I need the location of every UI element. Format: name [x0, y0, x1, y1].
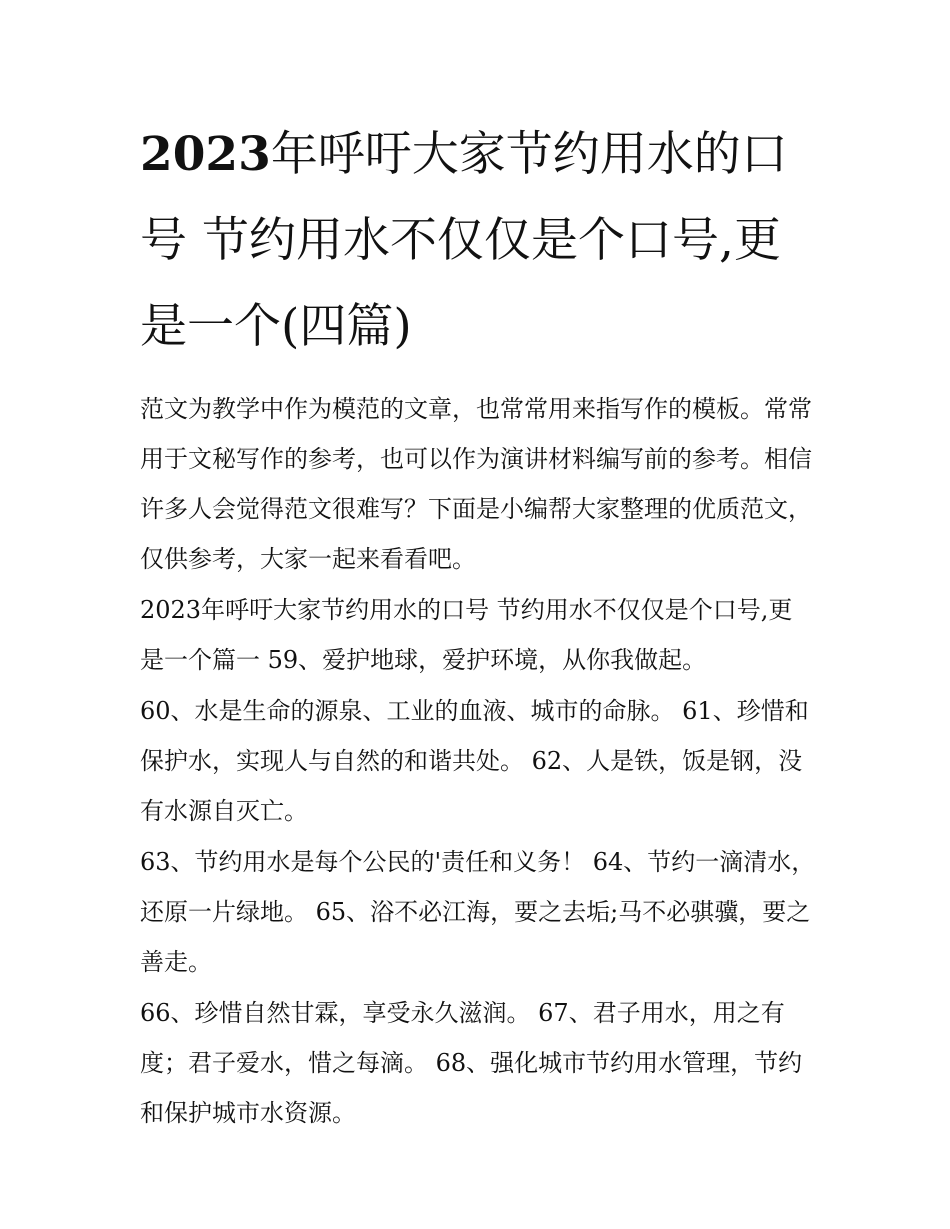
document-title: [140, 112, 816, 370]
document-page: [140, 112, 816, 1138]
body-paragraph: 2023年呼吁大家节约用水的口号 节约用水不仅仅是个口号,更是一个篇一 59、爱护地球，爱护环境，从你我做起。: [140, 596, 793, 674]
body-paragraph: 66、珍惜自然甘霖，享受永久滋润。 67、君子用水，用之有度；君子爱水，惜之每滴。 68、强化城市节约用水管理，节约和保护城市水资源。: [140, 999, 803, 1127]
title-year: 2023: [140, 127, 271, 182]
intro-paragraph: 范文为教学中作为模范的文章，也常常用来指写作的模板。常常用于文秘写作的参考，也可以作为演讲材料编写前的参考。相信许多人会觉得范文很难写？下面是小编帮大家整理的优质范文，仅供参考，大家一起来看看吧。: [140, 395, 812, 573]
body-paragraph: 63、节约用水是每个公民的'责任和义务！ 64、节约一滴清水，还原一片绿地。 65、浴不必江海，要之去垢;马不必骐骥，要之善走。: [140, 848, 816, 976]
title-text: 年呼吁大家节约用水的口号 节约用水不仅仅是个口号,更是一个(四篇): [140, 127, 788, 354]
body-paragraph: 60、水是生命的源泉、工业的血液、城市的命脉。 61、珍惜和保护水，实现人与自然的和谐共处。 62、人是铁，饭是钢，没有水源自灭亡。: [140, 697, 809, 825]
